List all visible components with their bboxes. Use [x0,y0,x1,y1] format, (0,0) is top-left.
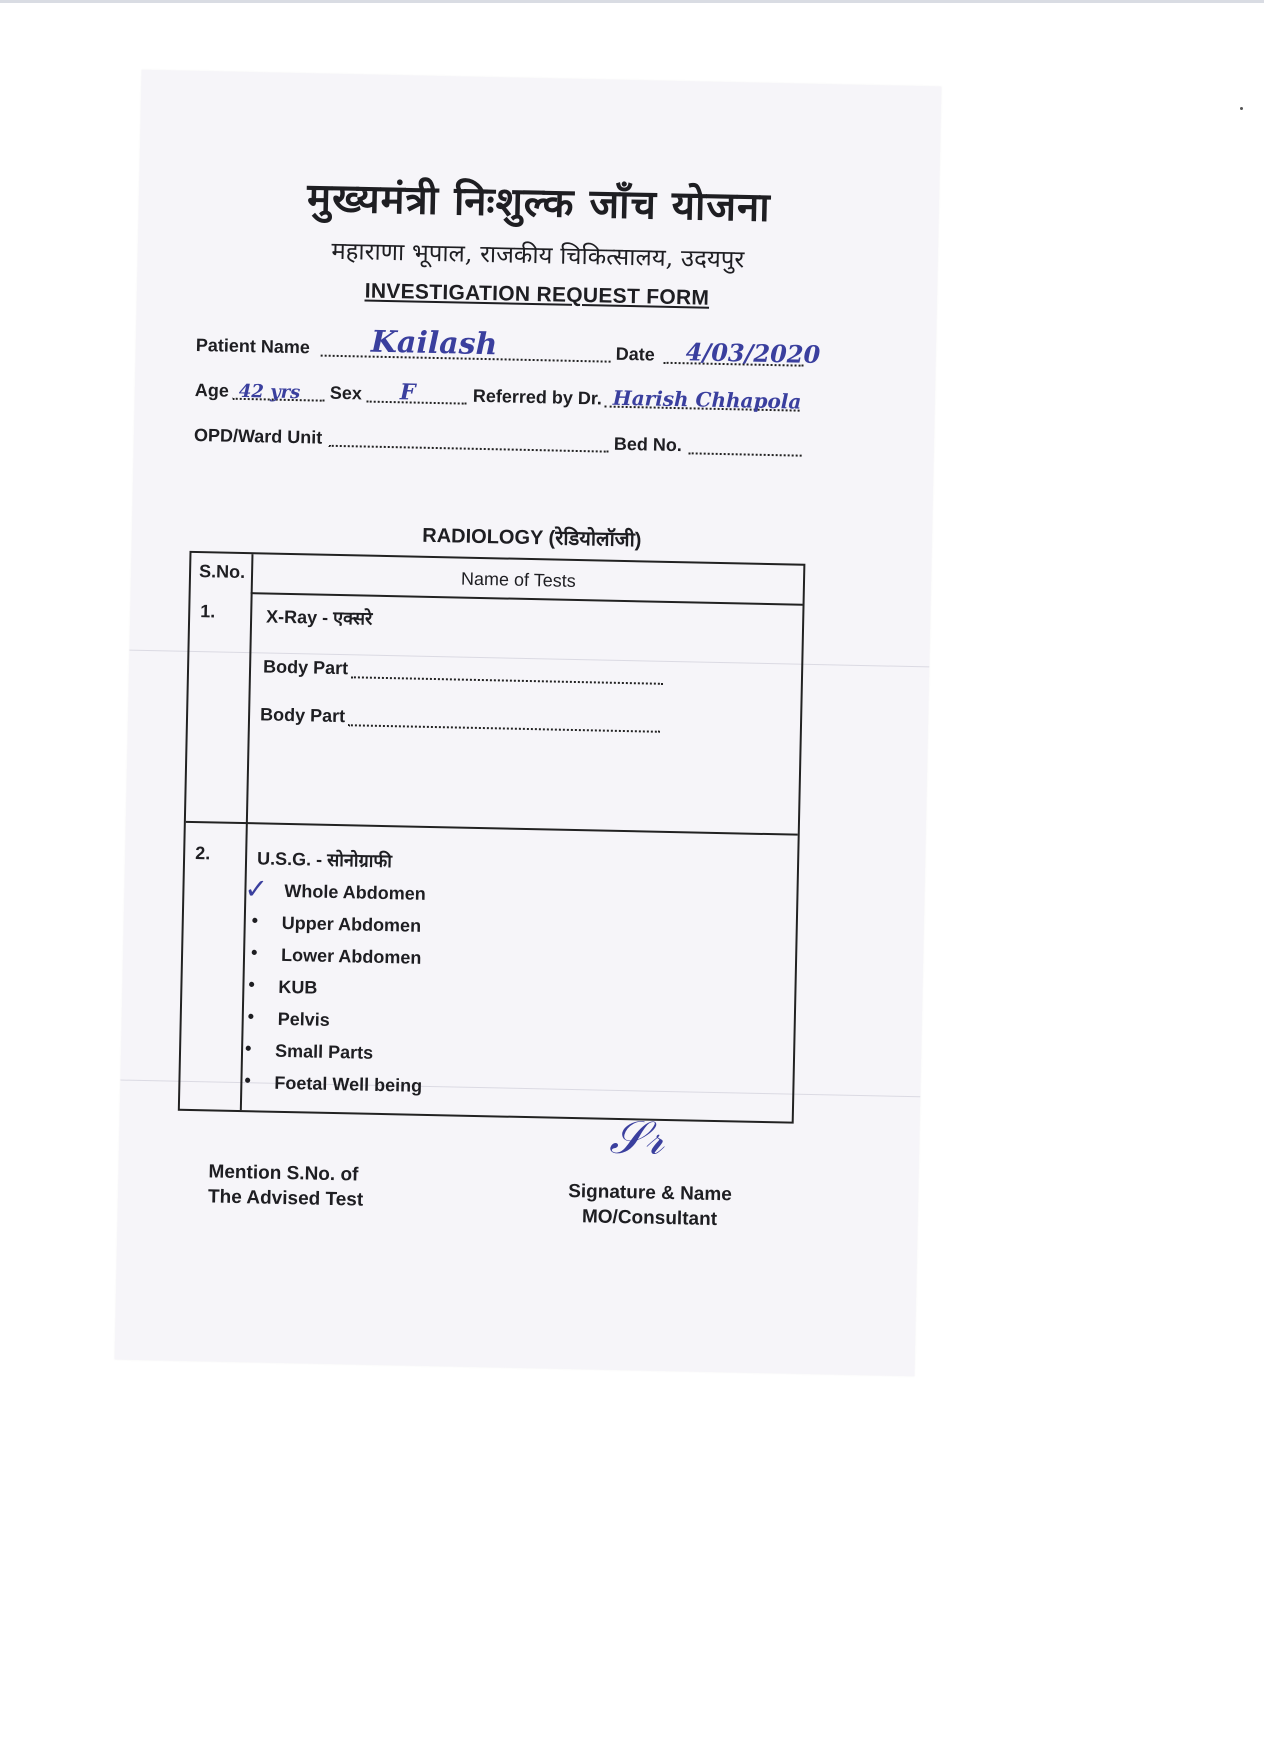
referred-by-value: Harish Chhapola [612,385,802,414]
sex-value: F [399,379,416,406]
opd-ward-label: OPD/Ward Unit [193,424,323,448]
bullet-icon: • [244,1070,251,1091]
xray-test: X-Ray - एक्सरे [265,606,373,629]
usg-option: Pelvis [277,1008,330,1030]
opd-ward-line [329,445,609,453]
scan-speck [1240,107,1243,110]
radiology-heading: RADIOLOGY (रेडियोलॉजी) [422,524,642,552]
date-label: Date [615,343,655,365]
scheme-title: मुख्यमंत्री निःशुल्क जाँच योजना [306,174,772,231]
bed-no-line [689,452,802,456]
bed-no-label: Bed No. [613,433,683,456]
usg-option: Lower Abdomen [280,944,422,968]
xray-body-part-2-label: Body Part [259,704,346,727]
signature-line2: MO/Consultant [581,1206,718,1231]
header-divider [251,592,803,606]
sex-line [367,401,467,405]
form-title: INVESTIGATION REQUEST FORM [364,279,710,310]
hospital-name: महाराणा भूपाल, राजकीय चिकित्सालय, उदयपुर [331,236,745,274]
age-label: Age [194,379,230,401]
tests-header: Name of Tests [460,568,576,591]
signature-block [567,1179,732,1232]
usg-option: KUB [278,976,318,998]
bullet-icon: • [250,942,258,963]
usg-test: U.S.G. - सोनोग्राफी [256,848,393,872]
mention-sno-note [208,1159,364,1212]
usg-option: Whole Abdomen [284,880,426,904]
xray-body-part-1-label: Body Part [262,656,349,679]
investigation-request-form [115,70,942,1376]
signature-line1: Signature & Name [567,1180,733,1206]
age-value: 42 yrs [238,380,301,404]
patient-name-value: Kailash [370,324,498,363]
sno-header: S.No. [198,561,246,583]
age-sex-row [195,371,876,419]
checkmark-icon: ✓ [244,872,269,906]
referred-by-label: Referred by Dr. [472,385,603,409]
row1-sno: 1. [200,601,216,622]
scan-edge [0,0,1264,3]
usg-option: Foetal Well being [274,1072,423,1096]
usg-option: Upper Abdomen [281,912,422,936]
bullet-icon: • [247,1006,255,1027]
tests-table [178,551,806,1124]
date-value: 4/03/2020 [685,337,821,370]
opd-bed-row [194,416,875,464]
bullet-icon: • [244,1038,252,1059]
usg-option: Small Parts [274,1040,374,1063]
mention-sno-line2: The Advised Test [207,1186,364,1211]
sex-label: Sex [329,382,363,404]
patient-name-row [196,326,877,374]
xray-body-part-2-line [348,724,660,733]
signature-scribble-icon: 𝒮𝓇 [608,1109,665,1165]
row2-sno: 2. [194,843,211,864]
bullet-icon: • [248,974,255,995]
row-divider [186,821,798,836]
xray-body-part-1-line [351,676,663,685]
mention-sno-line1: Mention S.No. of [208,1161,359,1186]
bullet-icon: • [251,910,259,931]
patient-name-label: Patient Name [195,334,311,358]
